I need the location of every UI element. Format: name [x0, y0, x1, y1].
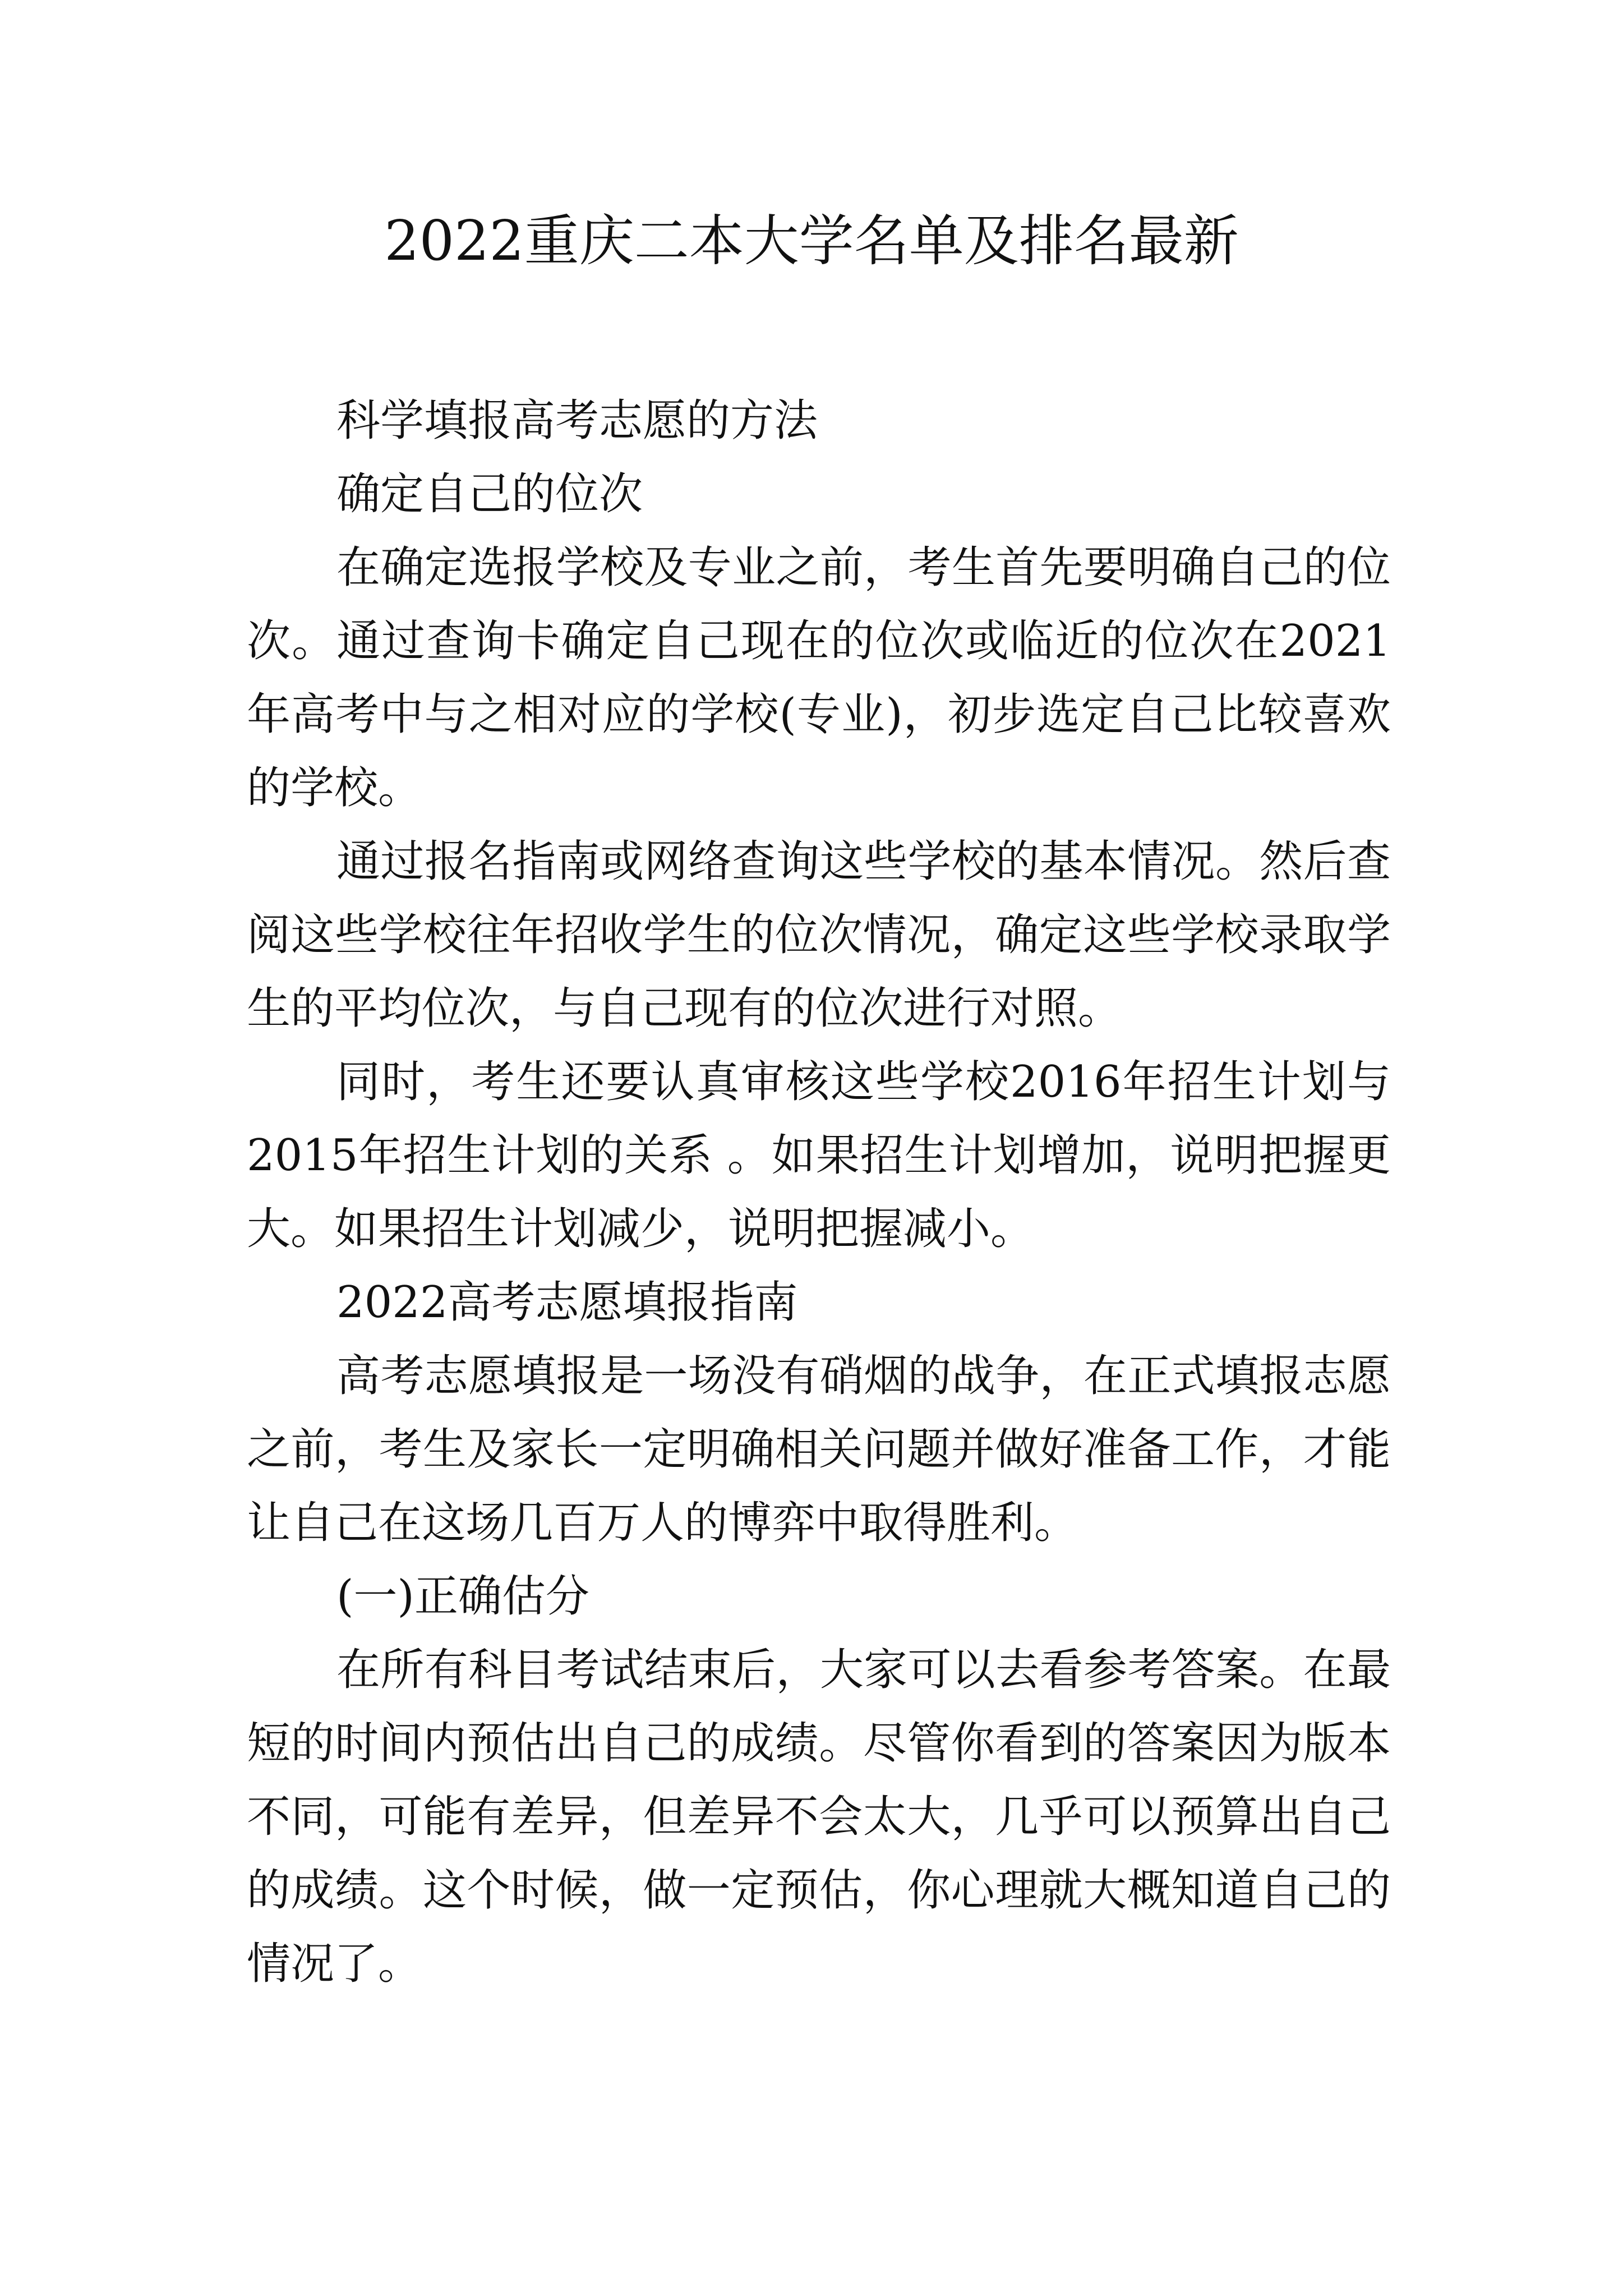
paragraph-estimate-detail: 在所有科目考试结束后，大家可以去看参考答案。在最短的时间内预估出自己的成绩。尽管你看到的答案因为版本不同，可能有差异，但差异不会太大，几乎可以预算出自己的成绩。这个时候，做一定预估，你心理就大概知道自己的情况了。	[247, 1645, 1391, 1989]
paragraph-guide-heading: 2022高考志愿填报指南	[336, 1277, 798, 1328]
paragraph-rank-heading: 确定自己的位次	[336, 469, 643, 519]
paragraph-school-check: 通过报名指南或网络查询这些学校的基本情况。然后查阅这些学校往年招收学生的位次情况，确定这些学校录取学生的平均位次，与自己现有的位次进行对照。	[247, 836, 1391, 1034]
paragraph-rank-detail: 在确定选报学校及专业之前，考生首先要明确自己的位次。通过查询卡确定自己现在的位次或临近的位次在2021年高考中与之相对应的学校(专业)，初步选定自己比较喜欢的学校。	[247, 542, 1391, 813]
paragraph-enrollment-plan: 同时，考生还要认真审核这些学校2016年招生计划与2015年招生计划的关系 。如果招生计划增加，说明把握更大。如果招生计划减少，说明把握减小。	[247, 1057, 1391, 1254]
paragraph-guide-intro: 高考志愿填报是一场没有硝烟的战争，在正式填报志愿之前，考生及家长一定明确相关问题并做好准备工作，才能让自己在这场几百万人的博弈中取得胜利。	[247, 1351, 1391, 1548]
paragraph-method-heading: 科学填报高考志愿的方法	[336, 395, 818, 446]
document-title: 2022重庆二本大学名单及排名最新	[384, 209, 1239, 273]
document-body	[247, 384, 1391, 2001]
paragraph-estimate-heading: (一)正确估分	[336, 1571, 589, 1622]
